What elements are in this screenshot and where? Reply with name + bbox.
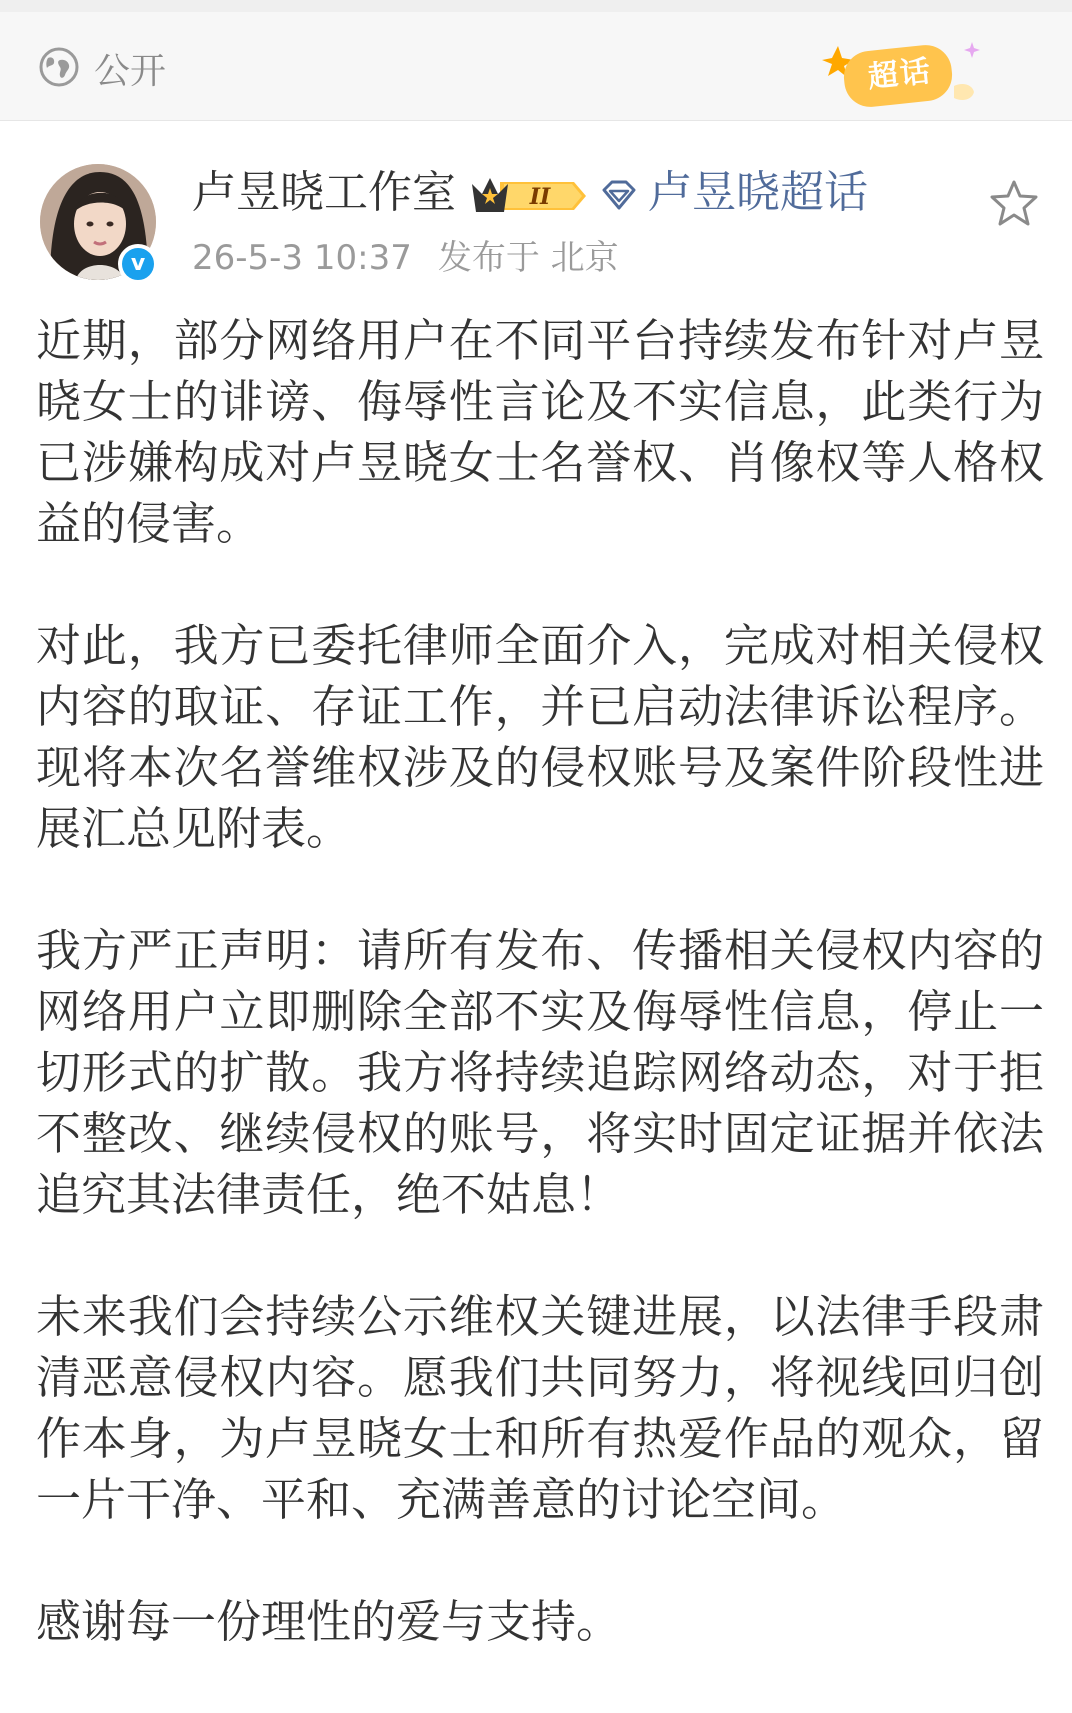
top-strip bbox=[0, 0, 1072, 12]
favorite-star-icon[interactable] bbox=[988, 178, 1040, 228]
globe-icon bbox=[38, 46, 80, 88]
post-paragraph: 未来我们会持续公示维权关键进展，以法律手段肃清恶意侵权内容。愿我们共同努力，将视线回归创作本身，为卢昱晓女士和所有热爱作品的观众，留一片干净、平和、充满善意的讨论空间。 bbox=[36, 1290, 1044, 1526]
author-name[interactable]: 卢昱晓工作室 bbox=[192, 167, 456, 218]
crown-level-icon bbox=[470, 174, 588, 218]
post-paragraph: 感谢每一份理性的爱与支持。 bbox=[36, 1595, 622, 1648]
post-paragraph: 我方严正声明：请所有发布、传播相关侵权内容的网络用户立即删除全部不实及侮辱性信息，停止一切形式的扩散。我方将持续追踪网络动态，对于拒不整改、继续侵权的账号，将实时固定证据并依法追究其法律责任，绝不姑息！ bbox=[36, 924, 1044, 1221]
visibility-label: 公开 bbox=[94, 51, 167, 92]
post-paragraph: 对此，我方已委托律师全面介入，完成对相关侵权内容的取证、存证工作，并已启动法律诉讼程序。现将本次名誉维权涉及的侵权账号及案件阶段性进展汇总见附表。 bbox=[36, 619, 1044, 855]
post-paragraph: 近期，部分网络用户在不同平台持续发布针对卢昱晓女士的诽谤、侮辱性言论及不实信息，此类行为已涉嫌构成对卢昱晓女士名誉权、肖像权等人格权益的侵害。 bbox=[36, 314, 1044, 550]
post-meta bbox=[192, 238, 619, 278]
crown-level-text: II bbox=[529, 184, 551, 210]
post-location: 发布于 北京 bbox=[437, 238, 619, 278]
supertopic-link[interactable]: 卢昱晓超话 bbox=[648, 167, 868, 218]
verified-badge-icon: v bbox=[118, 244, 158, 284]
post-timestamp: 26-5-3 10:37 bbox=[192, 238, 412, 278]
supertopic-badge-label: 超话 bbox=[866, 53, 934, 96]
supertopic-diamond-icon bbox=[600, 180, 638, 212]
post-body bbox=[36, 310, 1044, 1713]
